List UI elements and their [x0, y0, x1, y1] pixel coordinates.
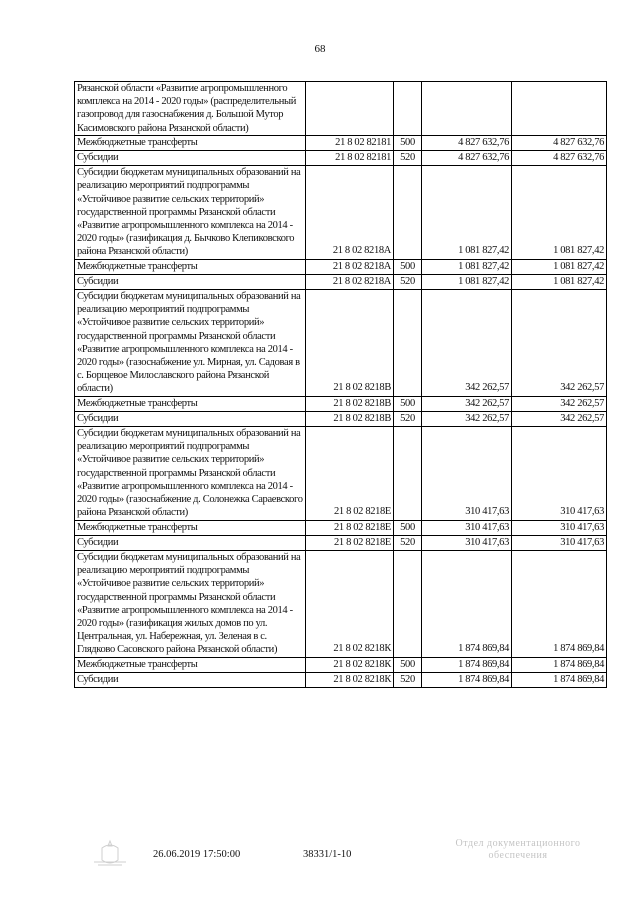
row-amount-1: 4 827 632,76 — [422, 135, 512, 150]
row-name: Субсидии бюджетам муниципальных образований на реализацию мероприятий подпрограммы «Устойчивое развитие сельских территорий» государственной программы Рязанской области «Развитие агропромышленного комплекса на 2014 - 2020 годы» (газификация жилых домов по ул. Центральная, ул. Набережная, ул. Зеленая в с. Глядково Сасовского района Рязанской области) — [75, 550, 306, 657]
row-name: Межбюджетные трансферты — [75, 657, 306, 672]
table-row — [75, 427, 607, 520]
budget-table-body — [75, 82, 607, 688]
row-code: 21 8 02 8218К — [306, 657, 394, 672]
table-row — [75, 657, 607, 672]
row-amount-1: 310 417,63 — [422, 535, 512, 550]
footer-datetime: 26.06.2019 17:50:00 — [153, 849, 241, 860]
table-row — [75, 411, 607, 426]
table-row — [75, 396, 607, 411]
row-code: 21 8 02 8218В — [306, 411, 394, 426]
row-name: Субсидии бюджетам муниципальных образований на реализацию мероприятий подпрограммы «Устойчивое развитие сельских территорий» государственной программы Рязанской области «Развитие агропромышленного комплекса на 2014 - 2020 годы» (газоснабжение д. Солонежка Сараевского района Рязанской области) — [75, 427, 306, 520]
row-amount-2: 1 874 869,84 — [512, 672, 607, 687]
row-name: Межбюджетные трансферты — [75, 396, 306, 411]
row-amount-1: 342 262,57 — [422, 290, 512, 397]
table-row — [75, 672, 607, 687]
row-name: Субсидии — [75, 274, 306, 289]
footer-department-mark — [438, 838, 598, 862]
row-amount-2: 342 262,57 — [512, 290, 607, 397]
row-amount-1: 1 874 869,84 — [422, 550, 512, 657]
row-amount-2 — [512, 82, 607, 136]
row-expense-type — [394, 427, 422, 520]
row-amount-1: 342 262,57 — [422, 396, 512, 411]
row-expense-type: 520 — [394, 151, 422, 166]
row-expense-type: 520 — [394, 535, 422, 550]
row-code: 21 8 02 82181 — [306, 135, 394, 150]
table-row — [75, 82, 607, 136]
footer-mark-line1: Отдел документационного — [455, 838, 581, 849]
row-code: 21 8 02 82181 — [306, 151, 394, 166]
table-row — [75, 550, 607, 657]
row-amount-2: 1 874 869,84 — [512, 550, 607, 657]
row-expense-type — [394, 166, 422, 259]
row-amount-2: 1 081 827,42 — [512, 274, 607, 289]
row-code: 21 8 02 8218В — [306, 290, 394, 397]
row-amount-1: 1 081 827,42 — [422, 274, 512, 289]
row-code: 21 8 02 8218А — [306, 166, 394, 259]
table-row — [75, 290, 607, 397]
table-row — [75, 259, 607, 274]
row-expense-type: 500 — [394, 520, 422, 535]
row-code: 21 8 02 8218В — [306, 396, 394, 411]
row-amount-1: 310 417,63 — [422, 520, 512, 535]
row-amount-1: 310 417,63 — [422, 427, 512, 520]
row-code — [306, 82, 394, 136]
table-row — [75, 151, 607, 166]
row-name: Межбюджетные трансферты — [75, 259, 306, 274]
row-expense-type: 500 — [394, 135, 422, 150]
row-amount-2: 310 417,63 — [512, 520, 607, 535]
row-code: 21 8 02 8218Е — [306, 535, 394, 550]
row-expense-type — [394, 550, 422, 657]
table-row — [75, 520, 607, 535]
row-code: 21 8 02 8218К — [306, 672, 394, 687]
row-name: Субсидии бюджетам муниципальных образований на реализацию мероприятий подпрограммы «Устойчивое развитие сельских территорий» государственной программы Рязанской области «Развитие агропромышленного комплекса на 2014 - 2020 годы» (газоснабжение ул. Мирная, ул. Садовая в с. Борщевое Милославского района Рязанской области) — [75, 290, 306, 397]
table-row — [75, 274, 607, 289]
row-name: Межбюджетные трансферты — [75, 135, 306, 150]
row-amount-1: 342 262,57 — [422, 411, 512, 426]
row-amount-2: 1 874 869,84 — [512, 657, 607, 672]
row-expense-type: 500 — [394, 396, 422, 411]
row-name: Межбюджетные трансферты — [75, 520, 306, 535]
row-name: Субсидии — [75, 151, 306, 166]
row-amount-1: 1 081 827,42 — [422, 259, 512, 274]
row-amount-1: 1 874 869,84 — [422, 657, 512, 672]
table-row — [75, 135, 607, 150]
row-name: Субсидии — [75, 411, 306, 426]
seal-icon — [90, 838, 130, 868]
row-amount-2: 4 827 632,76 — [512, 135, 607, 150]
table-row — [75, 535, 607, 550]
row-code: 21 8 02 8218Е — [306, 520, 394, 535]
row-amount-2: 1 081 827,42 — [512, 166, 607, 259]
row-expense-type: 520 — [394, 672, 422, 687]
row-code: 21 8 02 8218К — [306, 550, 394, 657]
row-amount-2: 342 262,57 — [512, 411, 607, 426]
row-amount-2: 4 827 632,76 — [512, 151, 607, 166]
row-expense-type — [394, 82, 422, 136]
row-expense-type: 500 — [394, 657, 422, 672]
row-expense-type: 500 — [394, 259, 422, 274]
row-code: 21 8 02 8218А — [306, 259, 394, 274]
footer-mark-line2: обеспечения — [488, 850, 548, 861]
page-number: 68 — [314, 43, 326, 55]
row-amount-1: 4 827 632,76 — [422, 151, 512, 166]
row-name: Субсидии — [75, 535, 306, 550]
table-row — [75, 166, 607, 259]
row-amount-2: 310 417,63 — [512, 535, 607, 550]
row-expense-type — [394, 290, 422, 397]
row-amount-2: 342 262,57 — [512, 396, 607, 411]
row-name: Субсидии бюджетам муниципальных образований на реализацию мероприятий подпрограммы «Устойчивое развитие сельских территорий» государственной программы Рязанской области «Развитие агропромышленного комплекса на 2014 - 2020 годы» (газификация д. Бычково Клепиковского района Рязанской области) — [75, 166, 306, 259]
row-expense-type: 520 — [394, 274, 422, 289]
row-amount-2: 1 081 827,42 — [512, 259, 607, 274]
row-amount-1 — [422, 82, 512, 136]
row-name: Субсидии — [75, 672, 306, 687]
row-amount-2: 310 417,63 — [512, 427, 607, 520]
row-code: 21 8 02 8218Е — [306, 427, 394, 520]
row-amount-1: 1 081 827,42 — [422, 166, 512, 259]
budget-table — [74, 81, 607, 688]
row-code: 21 8 02 8218А — [306, 274, 394, 289]
footer-doc-number: 38331/1-10 — [303, 849, 352, 860]
row-amount-1: 1 874 869,84 — [422, 672, 512, 687]
row-name: Рязанской области «Развитие агропромышленного комплекса на 2014 - 2020 годы» (распределительный газопровод для газоснабжения д. Большой Мутор Касимовского района Рязанской области) — [75, 82, 306, 136]
row-expense-type: 520 — [394, 411, 422, 426]
